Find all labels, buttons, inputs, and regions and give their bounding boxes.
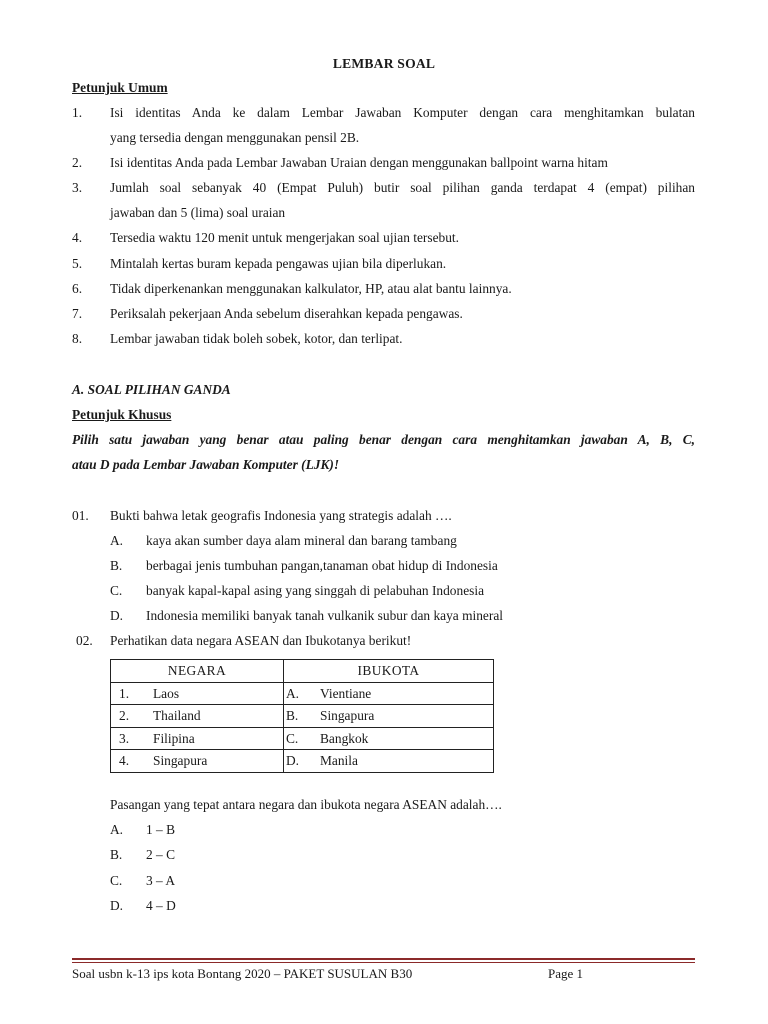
specific-instructions-text: Pilih satu jawaban yang benar atau paling benar dengan cara menghitamkan jawaban A, B, C, bbox=[72, 432, 695, 447]
list-item-text: Isi identitas Anda pada Lembar Jawaban Uraian dengan menggunakan ballpoint warna hitam bbox=[110, 155, 608, 170]
option-text: kaya akan sumber daya alam mineral dan barang tambang bbox=[146, 533, 457, 548]
list-item-number: 7. bbox=[72, 306, 83, 321]
table-row bbox=[111, 705, 494, 728]
list-item-number: 6. bbox=[72, 281, 83, 296]
list-item-number: 4. bbox=[72, 230, 83, 245]
capital-cell: Singapura bbox=[320, 708, 375, 723]
question-text: Perhatikan data negara ASEAN dan Ibukotanya berikut! bbox=[110, 633, 412, 648]
question-prompt: Pasangan yang tepat antara negara dan ibukota negara ASEAN adalah…. bbox=[110, 797, 502, 812]
option-text: 2 – C bbox=[146, 847, 176, 862]
option-text: banyak kapal-kapal asing yang singgah di pelabuhan Indonesia bbox=[146, 583, 485, 598]
option-text: berbagai jenis tumbuhan pangan,tanaman obat hidup di Indonesia bbox=[146, 558, 498, 573]
list-item-text: Jumlah soal sebanyak 40 (Empat Puluh) butir soal pilihan ganda terdapat 4 (empat) pilihan bbox=[110, 180, 695, 195]
option-letter: D. bbox=[110, 608, 124, 623]
list-item-number: 8. bbox=[72, 331, 83, 346]
option-letter: C. bbox=[110, 873, 123, 888]
list-item-number: 2. bbox=[72, 155, 83, 170]
list-item-text: Mintalah kertas buram kepada pengawas ujian bila diperlukan. bbox=[110, 256, 447, 271]
country-cell: Filipina bbox=[153, 730, 195, 746]
list-item-text: Periksalah pekerjaan Anda sebelum diserahkan kepada pengawas. bbox=[110, 306, 463, 321]
section-a-heading: A. SOAL PILIHAN GANDA bbox=[72, 382, 231, 397]
row-letter: A. bbox=[286, 685, 300, 701]
page-title: LEMBAR SOAL bbox=[332, 56, 436, 71]
footer-text: Soal usbn k-13 ips kota Bontang 2020 – PAKET SUSULAN B30 bbox=[72, 966, 413, 981]
list-item-text: Isi identitas Anda ke dalam Lembar Jawaban Komputer dengan cara menghitamkan bulatan bbox=[110, 105, 695, 120]
row-number: 2. bbox=[119, 708, 130, 723]
capital-cell: Bangkok bbox=[320, 730, 369, 746]
question-text: Bukti bahwa letak geografis Indonesia yang strategis adalah …. bbox=[110, 508, 452, 523]
row-number: 3. bbox=[119, 730, 130, 746]
option-text: 1 – B bbox=[146, 822, 176, 837]
option-letter: A. bbox=[110, 533, 124, 548]
list-item-text: Tersedia waktu 120 menit untuk mengerjakan soal ujian tersebut. bbox=[110, 230, 459, 245]
list-item-text: Tidak diperkenankan menggunakan kalkulator, HP, atau alat bantu lainnya. bbox=[110, 281, 512, 296]
row-letter: D. bbox=[286, 753, 300, 768]
list-item-text-continued: jawaban dan 5 (lima) soal uraian bbox=[110, 205, 286, 220]
table-row bbox=[111, 682, 494, 705]
capital-cell: Vientiane bbox=[320, 685, 372, 701]
table-row bbox=[111, 750, 494, 773]
row-number: 1. bbox=[119, 685, 130, 701]
list-item-number: 3. bbox=[72, 180, 83, 195]
list-item-text-continued: yang tersedia dengan menggunakan pensil 2B. bbox=[110, 130, 360, 145]
option-letter: C. bbox=[110, 583, 123, 598]
option-letter: A. bbox=[110, 822, 124, 837]
row-letter: B. bbox=[286, 708, 299, 723]
table-row bbox=[111, 727, 494, 750]
question-number: 02. bbox=[76, 633, 93, 648]
table-header-row bbox=[111, 660, 494, 683]
option-letter: D. bbox=[110, 898, 124, 913]
question-number: 01. bbox=[72, 508, 89, 523]
row-letter: C. bbox=[286, 730, 299, 746]
country-cell: Singapura bbox=[153, 753, 208, 768]
list-item-number: 1. bbox=[72, 105, 83, 120]
country-cell: Thailand bbox=[153, 708, 201, 723]
table-header-negara: NEGARA bbox=[111, 660, 284, 683]
capital-cell: Manila bbox=[320, 753, 358, 768]
footer-divider-thin bbox=[72, 962, 695, 963]
table-header-ibukota: IBUKOTA bbox=[284, 660, 494, 683]
list-item-text: Lembar jawaban tidak boleh sobek, kotor, dan terlipat. bbox=[110, 331, 403, 346]
page-number: Page 1 bbox=[548, 966, 584, 981]
list-item-number: 5. bbox=[72, 256, 83, 271]
country-cell: Laos bbox=[153, 685, 180, 701]
specific-instructions-heading: Petunjuk Khusus bbox=[72, 407, 172, 422]
row-number: 4. bbox=[119, 753, 130, 768]
option-letter: B. bbox=[110, 558, 123, 573]
option-text: Indonesia memiliki banyak tanah vulkanik subur dan kaya mineral bbox=[146, 608, 503, 623]
option-letter: B. bbox=[110, 847, 123, 862]
option-text: 4 – D bbox=[146, 898, 176, 913]
specific-instructions-text-continued: atau D pada Lembar Jawaban Komputer (LJK)! bbox=[72, 457, 340, 472]
footer-divider-thick bbox=[72, 958, 695, 960]
general-instructions-heading: Petunjuk Umum bbox=[72, 80, 168, 95]
asean-capitals-table bbox=[110, 659, 494, 773]
option-text: 3 – A bbox=[146, 873, 176, 888]
